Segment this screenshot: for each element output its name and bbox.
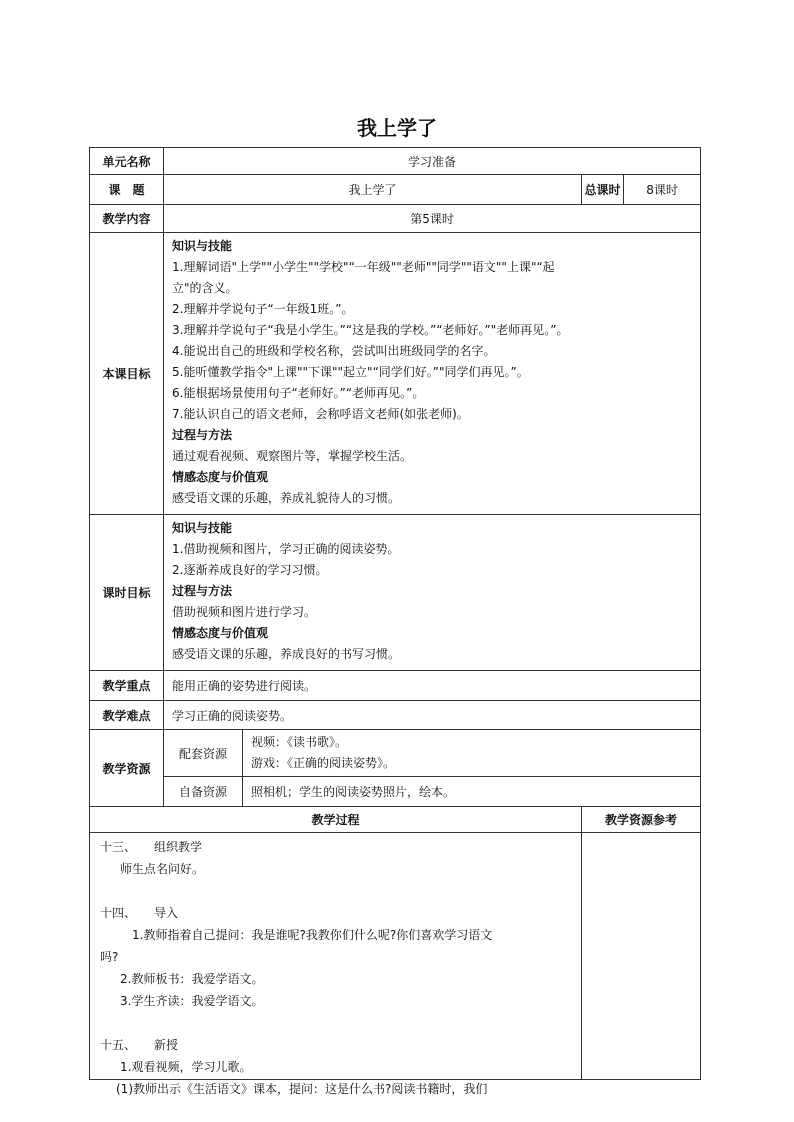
period-goal-line: 借助视频和图片进行学习。 bbox=[172, 605, 317, 619]
topic-value: 我上学了 bbox=[164, 175, 582, 205]
matching-resource-game: 游戏：《正确的阅读姿势》。 bbox=[251, 756, 396, 770]
process-body-row bbox=[90, 833, 701, 1080]
key-point-label: 教学重点 bbox=[90, 671, 164, 701]
process-line: (1)教师出示《生活语文》课本，提问：这是什么书?阅读书籍时，我们 bbox=[116, 1082, 488, 1096]
lesson-goal-line: 4.能说出自己的班级和学校名称，尝试叫出班级同学的名字。 bbox=[172, 344, 496, 358]
total-hours-value: 8课时 bbox=[624, 175, 701, 205]
key-point-value: 能用正确的姿势进行阅读。 bbox=[164, 671, 701, 701]
period-goals-row bbox=[90, 515, 701, 671]
period-goals-label: 课时目标 bbox=[90, 515, 164, 671]
lesson-goal-line: 3.理解并学说句子“我是小学生。”“这是我的学校。”“老师好。”"老师再见。”。 bbox=[172, 323, 569, 337]
own-resources-label: 自备资源 bbox=[164, 777, 243, 807]
process-line: 1.观看视频，学习儿歌。 bbox=[120, 1060, 252, 1074]
topic-label: 课 题 bbox=[90, 175, 164, 205]
process-line: 师生点名问好。 bbox=[120, 862, 205, 876]
topic-row bbox=[90, 175, 701, 205]
resource-reference-body bbox=[582, 833, 701, 1080]
matching-resources-value bbox=[243, 730, 701, 777]
own-resources-value: 照相机；学生的阅读姿势照片，绘本。 bbox=[243, 777, 701, 807]
own-resources-row bbox=[90, 777, 701, 807]
period-goal-heading: 情感态度与价值观 bbox=[172, 626, 269, 640]
content-value: 第5课时 bbox=[164, 205, 701, 233]
period-goal-heading: 知识与技能 bbox=[172, 521, 233, 535]
process-line: 十三、 组织教学 bbox=[100, 840, 203, 854]
process-line: 2.教师板书：我爱学语文。 bbox=[120, 972, 264, 986]
resources-label: 教学资源 bbox=[90, 730, 164, 807]
difficulty-row bbox=[90, 701, 701, 730]
lesson-goals-lines bbox=[172, 236, 692, 509]
lesson-goal-line: 7.能认识自己的语文老师，会称呼语文老师(如张老师)。 bbox=[172, 407, 469, 421]
process-line: 3.学生齐读：我爱学语文。 bbox=[120, 994, 264, 1008]
lesson-goal-heading: 过程与方法 bbox=[172, 428, 233, 442]
process-line: 1.教师指着自己提问：我是谁呢?我教你们什么呢?你们喜欢学习语文 bbox=[132, 928, 493, 942]
lesson-goal-line: 5.能听懂教学指令"上课""下课""起立"“同学们好。”"同学们再见。”。 bbox=[172, 365, 529, 379]
matching-resource-video: 视频：《读书歌》。 bbox=[251, 735, 348, 749]
content-label: 教学内容 bbox=[90, 205, 164, 233]
key-point-row bbox=[90, 671, 701, 701]
matching-resources-label: 配套资源 bbox=[164, 730, 243, 777]
lesson-goal-heading: 知识与技能 bbox=[172, 239, 233, 253]
process-spacer bbox=[100, 880, 571, 902]
lesson-goal-line: 通过观看视频、观察图片等，掌握学校生活。 bbox=[172, 449, 413, 463]
process-spacer bbox=[100, 1012, 571, 1034]
lesson-goal-heading: 情感态度与价值观 bbox=[172, 470, 269, 484]
period-goal-line: 感受语文课的乐趣，养成良好的书写习惯。 bbox=[172, 647, 401, 661]
process-header-row bbox=[90, 807, 701, 833]
unit-label: 单元名称 bbox=[90, 148, 164, 175]
lesson-goal-line: 2.理解并学说句子“一年级1班。”。 bbox=[172, 302, 354, 316]
period-goals-content bbox=[164, 515, 701, 671]
difficulty-value: 学习正确的阅读姿势。 bbox=[164, 701, 701, 730]
process-body bbox=[90, 833, 582, 1096]
lesson-plan-table bbox=[89, 147, 701, 1096]
lesson-goal-line: 感受语文课的乐趣，养成礼貌待人的习惯。 bbox=[172, 491, 401, 505]
lesson-goal-line: 立"的含义。 bbox=[172, 281, 238, 295]
difficulty-label: 教学难点 bbox=[90, 701, 164, 730]
process-line: 十四、 导入 bbox=[100, 906, 179, 920]
unit-value: 学习准备 bbox=[164, 148, 701, 175]
period-goal-line: 1.借助视频和图片，学习正确的阅读姿势。 bbox=[172, 542, 400, 556]
process-header: 教学过程 bbox=[90, 807, 582, 833]
page-title: 我上学了 bbox=[357, 116, 437, 140]
content-row bbox=[90, 205, 701, 233]
lesson-goal-line: 6.能根据场景使用句子“老师好。”“老师再见。”。 bbox=[172, 386, 425, 400]
lesson-goals-content bbox=[164, 233, 701, 515]
period-goals-lines bbox=[172, 518, 692, 665]
lesson-goals-row bbox=[90, 233, 701, 515]
process-line: 吗? bbox=[100, 950, 119, 964]
period-goal-heading: 过程与方法 bbox=[172, 584, 233, 598]
period-goal-line: 2.逐渐养成良好的学习习惯。 bbox=[172, 563, 328, 577]
process-lines bbox=[100, 836, 571, 1096]
matching-resources-row bbox=[90, 730, 701, 777]
process-line: 十五、 新授 bbox=[100, 1038, 179, 1052]
unit-row bbox=[90, 148, 701, 175]
resource-reference-header: 教学资源参考 bbox=[582, 807, 701, 833]
total-hours-label: 总课时 bbox=[582, 175, 624, 205]
lesson-goals-label: 本课目标 bbox=[90, 233, 164, 515]
lesson-goal-line: 1.理解词语"上学""小学生""学校"“一年级""老师""同学""语文""上课"“起 bbox=[172, 260, 555, 274]
